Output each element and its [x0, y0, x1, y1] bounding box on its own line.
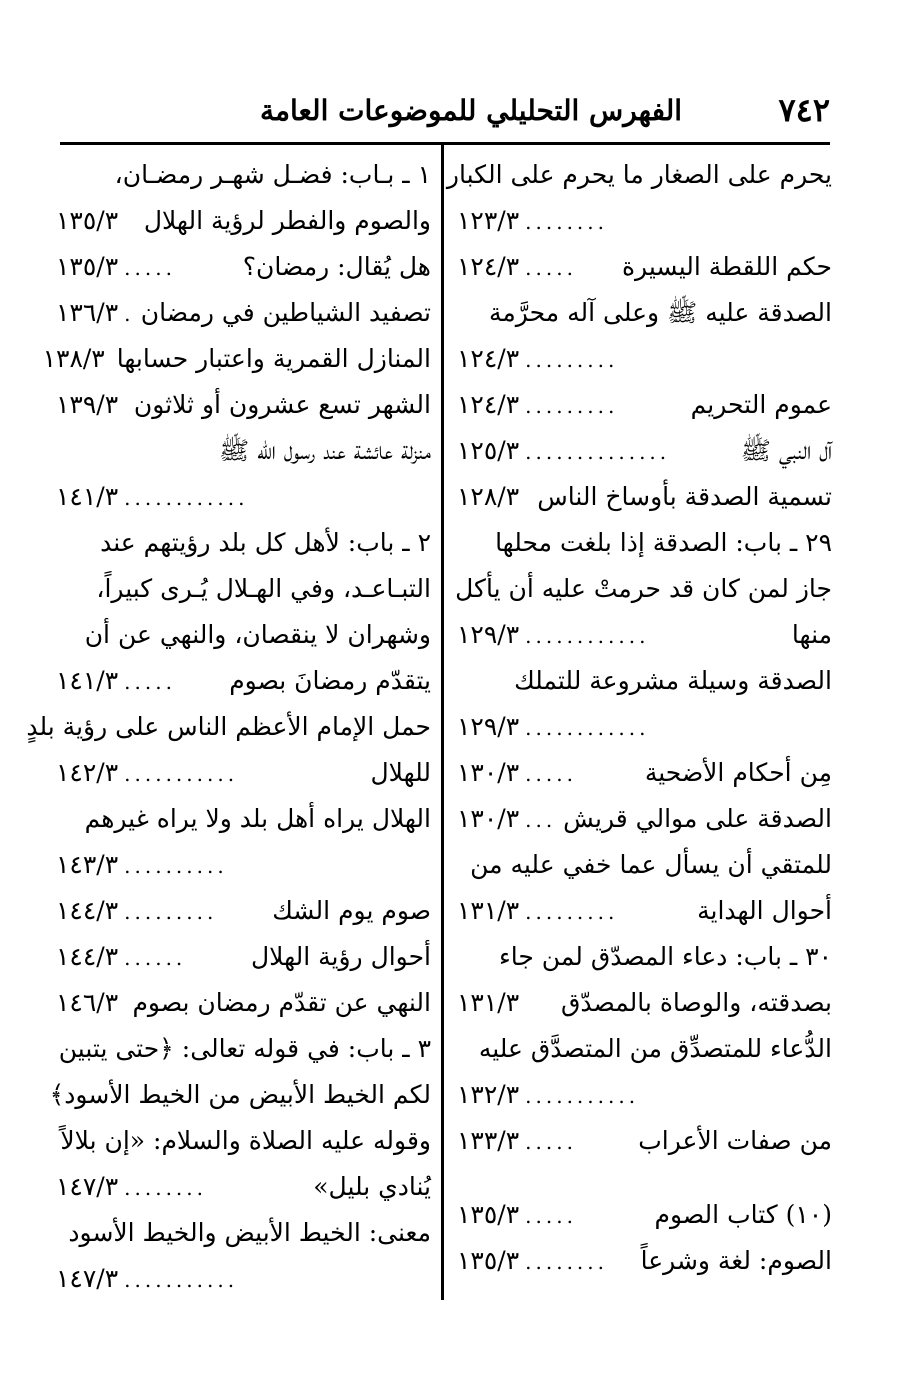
index-entry-line — [56, 428, 431, 474]
entry-text: للمتقي أن يسأل عما خفي عليه من — [470, 850, 832, 879]
index-entry-line — [457, 1238, 832, 1284]
index-entry — [56, 888, 431, 934]
page-reference: ١٢٩/٣ — [457, 620, 520, 649]
leader-dots: .............. — [525, 440, 671, 464]
page-reference: ١٤٧/٣ — [56, 1264, 119, 1293]
page-reference: ١٤٦/٣ — [56, 988, 119, 1017]
column-divider — [441, 143, 444, 1300]
index-entry-line — [457, 612, 832, 658]
entry-text: يتقدّم رمضانَ بصوم — [229, 666, 431, 695]
index-entry-line — [457, 520, 832, 566]
index-entry-line — [56, 842, 431, 888]
page-reference: ١٣٩/٣ — [56, 390, 119, 419]
index-entry — [56, 428, 431, 520]
entry-text: يحرم على الصغار ما يحرم على الكبار — [446, 160, 832, 189]
entry-text: الصدقة عليه ﷺ وعلى آله محرَّمة — [489, 298, 832, 327]
entry-text: بصدقته، والوصاة بالمصدّق — [561, 988, 832, 1017]
page-reference: ١٢٣/٣ — [457, 206, 520, 235]
entry-text: عموم التحريم — [690, 390, 832, 419]
entry-text: الهلال يراه أهل بلد ولا يراه غيرهم — [84, 804, 431, 833]
page-reference: ١٢٥/٣ — [457, 436, 520, 465]
page-reference: ١٢٩/٣ — [457, 712, 520, 741]
leader-dots: ... — [525, 808, 557, 832]
index-entry — [457, 474, 832, 520]
index-entry-line — [446, 152, 832, 198]
entry-text: يُنادي بليل» — [313, 1172, 431, 1201]
index-entry-line — [56, 1026, 431, 1072]
index-entry-line — [56, 796, 431, 842]
entry-text: وقوله عليه الصلاة والسلام: «إن بلالاً — [60, 1126, 431, 1155]
entry-text: الصدقة وسيلة مشروعة للتملك — [514, 666, 832, 695]
entry-text: ٣٠ ـ باب: دعاء المصدّق لمن جاء — [499, 942, 832, 971]
page-reference: ١٣٠/٣ — [457, 758, 520, 787]
page-reference: ١٤٤/٣ — [56, 942, 119, 971]
entry-text: مِن أحكام الأضحية — [644, 758, 832, 787]
page-reference: ١٣١/٣ — [457, 896, 520, 925]
leader-dots: ......... — [124, 900, 218, 924]
entry-text: وشهران لا ينقصان، والنهي عن أن — [84, 620, 431, 649]
entry-text: والصوم والفطر لرؤية الهلال — [143, 206, 431, 235]
entry-text: تسمية الصدقة بأوساخ الناس — [537, 482, 832, 511]
index-entry — [56, 934, 431, 980]
index-entry-line — [457, 842, 832, 888]
index-entry-line — [42, 336, 431, 382]
index-entry-line — [56, 1256, 431, 1302]
index-entry-line — [56, 612, 431, 658]
entry-text: حمل الإمام الأعظم الناس على رؤية بلدٍ — [26, 712, 431, 741]
index-entry — [457, 1192, 832, 1238]
leader-dots: ......... — [525, 900, 619, 924]
leader-dots: ........... — [124, 762, 239, 786]
index-entry — [457, 934, 832, 1026]
index-entry-line — [457, 704, 832, 750]
entry-text: تصفيد الشياطين في رمضان — [140, 298, 431, 327]
leader-dots: ............ — [124, 486, 249, 510]
entry-text: الدُّعاء للمتصدِّق من المتصدَّق عليه — [478, 1034, 832, 1063]
index-entry — [457, 290, 832, 382]
leader-dots: . — [124, 302, 135, 326]
page-reference: ١٣١/٣ — [457, 988, 520, 1017]
leader-dots: ..... — [525, 256, 577, 280]
index-entry — [56, 980, 431, 1026]
page-reference: ١٣٥/٣ — [56, 252, 119, 281]
index-entry — [446, 152, 832, 244]
index-entry-line — [457, 1118, 832, 1164]
entry-text: آل النبي ﷺ — [740, 436, 832, 465]
page-reference: ١٣٠/٣ — [457, 804, 520, 833]
index-entry-line — [457, 750, 832, 796]
page-reference: ١٤٤/٣ — [56, 896, 119, 925]
index-entry-line — [457, 474, 832, 520]
page-reference: ١٣٦/٣ — [56, 298, 119, 327]
entry-text: معنى: الخيط الأبيض والخيط الأسود — [68, 1218, 431, 1247]
entry-text: الشهر تسع عشرون أو ثلاثون — [133, 390, 431, 419]
index-entry-line — [56, 1210, 431, 1256]
index-entry-line — [56, 750, 431, 796]
leader-dots: ........... — [124, 1268, 239, 1292]
index-entry-line — [56, 244, 431, 290]
entry-text: أحوال الهداية — [697, 896, 832, 925]
index-entry — [49, 1026, 431, 1210]
page-reference: ١٣٥/٣ — [56, 206, 119, 235]
index-entry-line — [56, 520, 431, 566]
entry-text: منزلة عائشة عند رسول الله ﷺ — [218, 436, 431, 465]
page-number: ٧٤٢ — [778, 91, 830, 129]
entry-text: لكم الخيط الأبيض من الخيط الأسود﴾ — [49, 1080, 431, 1109]
index-entry — [457, 428, 832, 474]
page-header — [60, 78, 830, 145]
entry-text: (١٠) كتاب الصوم — [654, 1200, 832, 1229]
index-entry — [457, 1238, 832, 1284]
index-entry-line — [457, 428, 832, 474]
leader-dots: ........ — [124, 1176, 207, 1200]
page-reference: ١٣٥/٣ — [457, 1246, 520, 1275]
index-entry-line — [457, 1192, 832, 1238]
leader-dots: ..... — [124, 256, 176, 280]
page-reference: ١٢٤/٣ — [457, 390, 520, 419]
page-reference: ١٣٣/٣ — [457, 1126, 520, 1155]
leader-dots: ......... — [525, 394, 619, 418]
index-entry-line — [457, 980, 832, 1026]
index-entry — [56, 1210, 431, 1302]
index-entry-line — [457, 934, 832, 980]
index-entry-line — [457, 1026, 832, 1072]
index-entry — [457, 1118, 832, 1164]
index-entry — [56, 796, 431, 888]
entry-text: الصدقة على موالي قريش — [563, 804, 832, 833]
index-entry — [56, 382, 431, 428]
index-entry-line — [56, 382, 431, 428]
leader-dots: ..... — [525, 1204, 577, 1228]
leader-dots: .......... — [124, 854, 228, 878]
leader-dots: ...... — [124, 946, 187, 970]
entry-text: منها — [791, 620, 832, 649]
index-entry — [457, 658, 832, 750]
index-entry-line — [49, 1072, 431, 1118]
index-entry-line — [56, 1164, 431, 1210]
running-title: الفهرس التحليلي للموضوعات العامة — [260, 93, 683, 127]
index-entry-line — [457, 244, 832, 290]
entry-text: الصوم: لغة وشرعاً — [640, 1246, 832, 1275]
index-entry — [457, 1026, 832, 1118]
index-entry-line — [56, 152, 431, 198]
entry-text: ٢ ـ باب: لأهل كل بلد رؤيتهم عند — [100, 528, 431, 557]
page-reference: ١٤٢/٣ — [56, 758, 119, 787]
index-entry-line — [56, 658, 431, 704]
leader-dots: ..... — [525, 762, 577, 786]
index-entry-line — [457, 658, 832, 704]
entry-text: صوم يوم الشك — [272, 896, 431, 925]
index-entry-line — [457, 290, 832, 336]
index-entry-line — [457, 336, 832, 382]
index-entry-line — [56, 1118, 431, 1164]
index-entry — [26, 704, 431, 796]
entry-text: المنازل القمرية واعتبار حسابها — [116, 344, 431, 373]
index-entry — [457, 520, 832, 658]
index-entry-line — [56, 566, 431, 612]
index-entry — [56, 244, 431, 290]
index-entry-line — [26, 704, 431, 750]
leader-dots: ..... — [124, 670, 176, 694]
leader-dots: ............ — [525, 716, 650, 740]
entry-text: من صفات الأعراب — [638, 1126, 832, 1155]
index-entry-line — [457, 382, 832, 428]
page-reference: ١٤٧/٣ — [56, 1172, 119, 1201]
index-entry — [457, 796, 832, 842]
entry-text: التبـاعـد، وفي الهـلال يُـرى كبيراً، — [96, 574, 431, 603]
page-reference: ١٢٤/٣ — [457, 344, 520, 373]
entry-text: جاز لمن كان قد حرمتْ عليه أن يأكل — [455, 574, 832, 603]
page-reference: ١٤٣/٣ — [56, 850, 119, 879]
index-entry — [42, 336, 431, 382]
page-reference: ١٢٤/٣ — [457, 252, 520, 281]
entry-text: أحوال رؤية الهلال — [251, 942, 431, 971]
entry-text: هل يُقال: رمضان؟ — [242, 252, 431, 281]
index-entry — [56, 290, 431, 336]
index-entry-line — [457, 1072, 832, 1118]
index-entry-line — [457, 796, 832, 842]
entry-text: ١ ـ بـاب: فضـل شهـر رمضـان، — [114, 160, 431, 189]
entry-text: النهي عن تقدّم رمضان بصوم — [132, 988, 431, 1017]
leader-dots: ........ — [525, 210, 608, 234]
page-reference: ١٣٥/٣ — [457, 1200, 520, 1229]
leader-dots: ........ — [525, 1250, 608, 1274]
index-entry — [457, 244, 832, 290]
entry-text: ٢٩ ـ باب: الصدقة إذا بلغت محلها — [495, 528, 832, 557]
index-entry-line — [56, 474, 431, 520]
leader-dots: ......... — [525, 348, 619, 372]
index-entry — [457, 382, 832, 428]
index-entry-line — [457, 888, 832, 934]
index-entry — [56, 152, 431, 244]
index-entry — [457, 750, 832, 796]
page-reference: ١٤١/٣ — [56, 482, 119, 511]
page-reference: ١٤١/٣ — [56, 666, 119, 695]
index-entry-line — [56, 980, 431, 1026]
leader-dots: ..... — [525, 1130, 577, 1154]
entry-text: ٣ ـ باب: في قوله تعالى: ﴿حتى يتبين — [58, 1034, 431, 1063]
entry-text: للهلال — [370, 758, 431, 787]
leader-dots: ............ — [525, 624, 650, 648]
page-reference: ١٢٨/٣ — [457, 482, 520, 511]
entry-text: حكم اللقطة اليسيرة — [621, 252, 832, 281]
leader-dots: ........... — [525, 1084, 640, 1108]
index-entry — [457, 842, 832, 934]
index-entry-line — [56, 198, 431, 244]
page-reference: ١٣٢/٣ — [457, 1080, 520, 1109]
index-entry — [56, 520, 431, 704]
page-reference: ١٣٨/٣ — [42, 344, 105, 373]
index-entry-line — [56, 888, 431, 934]
index-entry-line — [457, 198, 832, 244]
index-entry-line — [56, 290, 431, 336]
index-entry-line — [56, 934, 431, 980]
index-entry-line — [457, 566, 832, 612]
